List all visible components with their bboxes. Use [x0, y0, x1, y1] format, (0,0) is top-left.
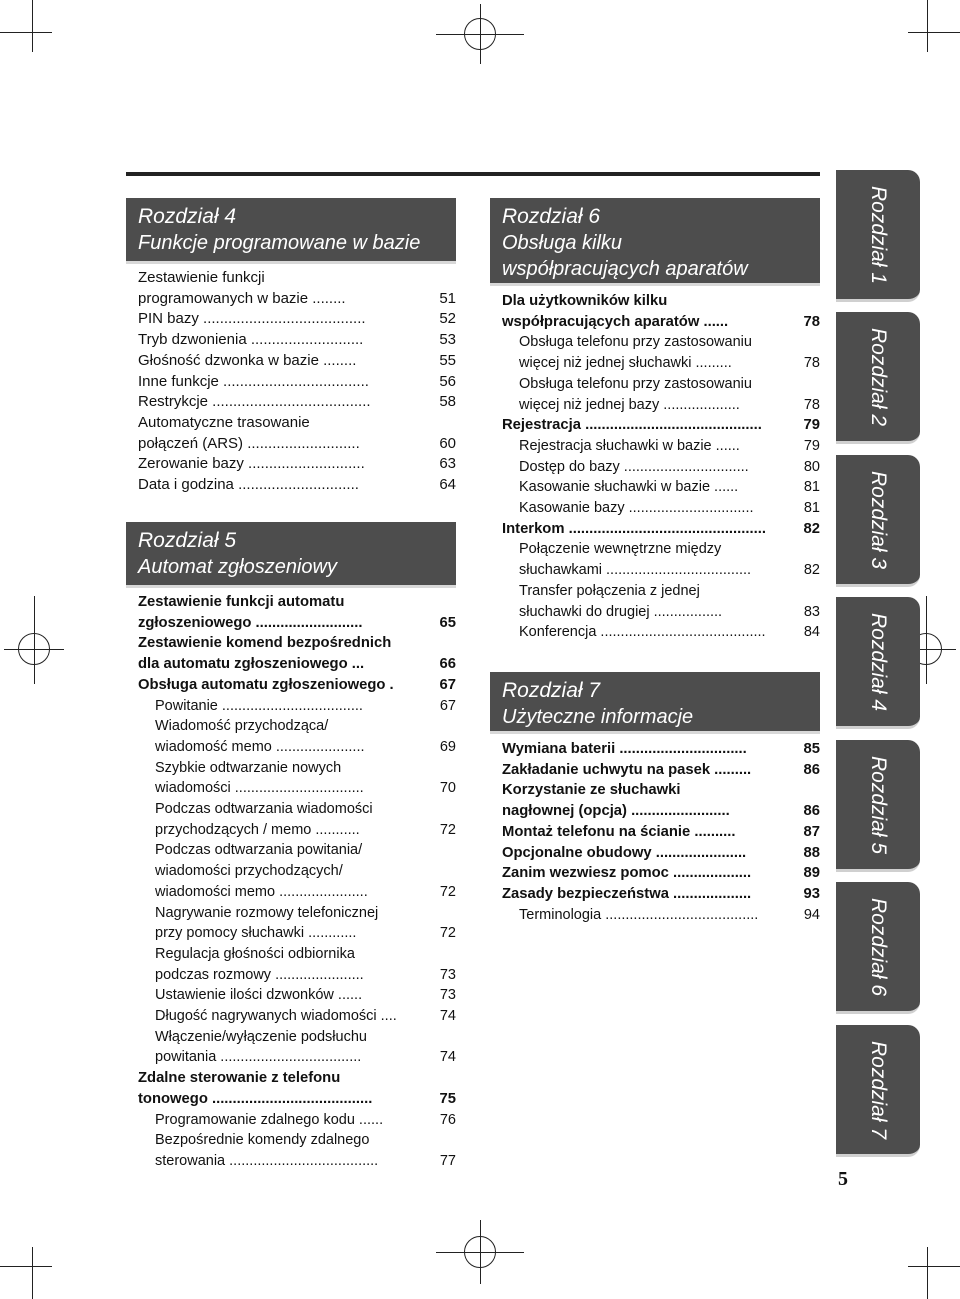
- toc-entry[interactable]: [138, 716, 456, 757]
- toc-page-number: 73: [439, 966, 456, 983]
- toc-page-number: 84: [803, 624, 820, 641]
- toc-entry[interactable]: [138, 944, 456, 985]
- toc-page-number: 72: [439, 883, 456, 900]
- toc-page-number: 67: [439, 697, 456, 714]
- toc-page-number: 73: [439, 987, 456, 1004]
- toc-page-number: 78: [803, 313, 820, 330]
- right-column-2: [490, 672, 820, 925]
- chapter-4-header: [126, 198, 456, 264]
- toc-page-number: 67: [439, 676, 456, 693]
- toc-entry-text: Długość nagrywanych wiadomości ....: [155, 1008, 397, 1025]
- toc-entry-text: Podczas odtwarzania powitania/: [155, 842, 363, 859]
- toc-entry-text: tonowego .......................................: [138, 1090, 373, 1107]
- toc-page-number: 76: [439, 1111, 456, 1128]
- chapter-title: Rozdział 6: [502, 205, 601, 228]
- chapter-5-entries: [138, 592, 456, 1172]
- toc-page-number: 74: [439, 1008, 456, 1025]
- toc-entry[interactable]: [502, 581, 820, 622]
- tab-chapter-6[interactable]: Rozdział 6: [836, 882, 920, 1014]
- toc-entry[interactable]: [502, 457, 820, 478]
- toc-page-number: 51: [439, 289, 456, 307]
- toc-entry-text: Powitanie ...................................: [155, 697, 363, 714]
- toc-entry[interactable]: [138, 1006, 456, 1027]
- tab-chapter-2[interactable]: Rozdział 2: [836, 312, 920, 444]
- toc-entry[interactable]: [502, 539, 820, 580]
- toc-entry[interactable]: [502, 843, 820, 864]
- top-rule: [126, 172, 820, 176]
- toc-page-number: 82: [803, 562, 820, 579]
- left-column-2: [126, 522, 456, 1172]
- toc-page-number: 89: [803, 865, 820, 882]
- toc-page-number: 86: [803, 761, 820, 778]
- toc-page-number: 70: [439, 780, 456, 797]
- toc-page-number: 74: [439, 1049, 456, 1066]
- toc-page-number: 65: [439, 614, 456, 631]
- toc-entry-text: Obsługa telefonu przy zastosowaniu: [519, 375, 752, 392]
- chapter-subtitle-2: współpracujących aparatów: [502, 258, 748, 280]
- toc-entry[interactable]: [138, 758, 456, 799]
- toc-entry[interactable]: [138, 840, 456, 902]
- page-number: 5: [838, 1168, 848, 1190]
- toc-entry-text: Terminologia ......................................: [519, 906, 759, 923]
- toc-page-number: 78: [803, 355, 820, 372]
- toc-page-number: 93: [803, 885, 820, 902]
- toc-entry-text: Kasowanie słuchawki w bazie ......: [519, 479, 739, 496]
- toc-entry[interactable]: [138, 372, 456, 393]
- chapter-6-entries: [502, 291, 820, 643]
- chapter-subtitle: Obsługa kilku: [502, 232, 623, 254]
- toc-entry-text: zgłoszeniowego ..........................: [138, 614, 363, 631]
- toc-entry-text: przychodzących / memo ...........: [155, 821, 360, 838]
- toc-entry-text: Bezpośrednie komendy zdalnego: [155, 1132, 370, 1149]
- toc-entry-text: przy pomocy słuchawki ............: [155, 925, 357, 942]
- toc-entry-text: połączeń (ARS) ...........................: [138, 434, 360, 452]
- toc-entry[interactable]: [138, 330, 456, 351]
- chapter-title: Rozdział 4: [138, 205, 237, 228]
- toc-entry-text: Kasowanie bazy ...............................: [519, 500, 754, 517]
- toc-entry[interactable]: [138, 475, 456, 496]
- toc-entry-text: dla automatu zgłoszeniowego ...: [138, 656, 365, 673]
- toc-entry-text: więcej niż jednej bazy ...................: [519, 396, 740, 413]
- toc-page-number: 82: [803, 520, 820, 537]
- toc-entry[interactable]: [502, 884, 820, 905]
- chapter-6-header: [490, 198, 820, 286]
- toc-entry[interactable]: [502, 332, 820, 373]
- toc-page-number: 56: [439, 372, 456, 390]
- toc-entry-text: Rejestracja słuchawki w bazie ......: [519, 437, 740, 454]
- toc-entry[interactable]: [138, 392, 456, 413]
- chapter-subtitle: Funkcje programowane w bazie: [138, 232, 421, 254]
- toc-entry-text: Dostęp do bazy ...............................: [519, 458, 749, 475]
- tab-chapter-3[interactable]: Rozdział 3: [836, 455, 920, 587]
- toc-entry-text: Ustawienie ilości dzwonków ......: [155, 987, 363, 1004]
- toc-entry-text: wiadomość memo ......................: [155, 738, 365, 755]
- toc-entry-text: Zasady bezpieczeństwa ...................: [502, 885, 752, 902]
- toc-page-number: 52: [439, 310, 456, 328]
- toc-entry[interactable]: [138, 1027, 456, 1068]
- toc-entry-text: Nagrywanie rozmowy telefonicznej: [155, 904, 379, 921]
- toc-page-number: 81: [803, 500, 820, 517]
- toc-page-number: 88: [803, 844, 820, 861]
- toc-entry-text: Inne funkcje ...................................: [138, 372, 369, 390]
- toc-entry-text: Głośność dzwonka w bazie ........: [138, 351, 357, 369]
- toc-entry-text: sterowania .....................................: [155, 1152, 379, 1169]
- toc-entry-text: Zestawienie funkcji: [138, 269, 265, 286]
- toc-page-number: 85: [803, 741, 820, 757]
- tab-chapter-4[interactable]: Rozdział 4: [836, 597, 920, 729]
- toc-page-number: 81: [803, 479, 820, 496]
- toc-entry-text: Połączenie wewnętrzne między: [519, 541, 722, 558]
- toc-entry[interactable]: [138, 1130, 456, 1171]
- toc-page-number: 79: [803, 417, 820, 434]
- toc-entry-text: Tryb dzwonienia ...........................: [138, 331, 364, 349]
- toc-entry-text: PIN bazy .......................................: [138, 310, 366, 328]
- toc-entry-text: Szybkie odtwarzanie nowych: [155, 759, 342, 776]
- toc-entry[interactable]: [502, 822, 820, 843]
- toc-entry-text: Interkom ................................................: [502, 520, 766, 537]
- tab-chapter-1[interactable]: Rozdział 1: [836, 170, 920, 302]
- toc-entry-text: Opcjonalne obudowy ......................: [502, 844, 747, 861]
- toc-page-number: 60: [439, 434, 456, 452]
- toc-entry-text: Programowanie zdalnego kodu ......: [155, 1111, 384, 1128]
- toc-entry[interactable]: [138, 1110, 456, 1131]
- chapter-5-header: [126, 522, 456, 588]
- toc-entry-text: Zakładanie uchwytu na pasek .........: [502, 761, 752, 778]
- toc-page-number: 75: [439, 1090, 456, 1107]
- toc-page-number: 79: [803, 437, 820, 454]
- toc-entry-text: nagłownej (opcja) ........................: [502, 803, 730, 820]
- toc-entry-text: Korzystanie ze słuchawki: [502, 782, 681, 799]
- toc-entry[interactable]: [502, 780, 820, 821]
- toc-entry[interactable]: [138, 675, 456, 696]
- toc-entry-text: Data i godzina .............................: [138, 476, 359, 494]
- toc-entry[interactable]: [138, 696, 456, 717]
- toc-page-number: 58: [439, 393, 456, 411]
- toc-entry[interactable]: [138, 1068, 456, 1109]
- toc-entry-text: Zestawienie funkcji automatu: [138, 594, 345, 610]
- toc-entry-text: Obsługa automatu zgłoszeniowego .: [138, 676, 394, 693]
- toc-entry-text: słuchawki do drugiej .................: [519, 603, 723, 620]
- toc-page-number: 55: [439, 351, 456, 369]
- chapter-4-entries: [138, 268, 456, 496]
- tab-chapter-5[interactable]: Rozdział 5: [836, 740, 920, 872]
- toc-page-number: 94: [803, 906, 820, 923]
- right-column: [490, 198, 820, 643]
- toc-page-number: 66: [439, 656, 456, 673]
- toc-entry-text: Zerowanie bazy ............................: [138, 455, 365, 473]
- toc-entry[interactable]: [502, 374, 820, 415]
- toc-entry-text: Zestawienie komend bezpośrednich: [138, 635, 392, 652]
- chapter-7-entries: [502, 739, 820, 925]
- toc-entry-text: Obsługa telefonu przy zastosowaniu: [519, 334, 752, 351]
- toc-entry[interactable]: [138, 351, 456, 372]
- toc-entry[interactable]: [502, 760, 820, 781]
- toc-entry-text: podczas rozmowy ......................: [155, 966, 364, 983]
- toc-page-number: 63: [439, 455, 456, 473]
- toc-entry[interactable]: [502, 519, 820, 540]
- toc-entry[interactable]: [502, 622, 820, 643]
- toc-entry-text: więcej niż jednej słuchawki .........: [519, 355, 732, 372]
- toc-entry[interactable]: [502, 436, 820, 457]
- toc-entry-text: Regulacja głośności odbiornika: [155, 945, 355, 962]
- toc-entry-text: powitania ...................................: [155, 1049, 362, 1066]
- chapter-7-header: [490, 672, 820, 734]
- toc-entry[interactable]: [502, 863, 820, 884]
- chapter-subtitle: Użyteczne informacje: [502, 706, 694, 728]
- chapter-subtitle: Automat zgłoszeniowy: [138, 556, 337, 578]
- toc-entry[interactable]: [138, 309, 456, 330]
- toc-page-number: 86: [803, 803, 820, 820]
- toc-entry[interactable]: [502, 477, 820, 498]
- toc-entry[interactable]: [138, 268, 456, 309]
- toc-entry-text: Automatyczne trasowanie: [138, 413, 310, 431]
- toc-page-number: 69: [439, 738, 456, 755]
- toc-entry-text: Restrykcje ......................................: [138, 393, 371, 411]
- toc-entry-text: Konferencja .........................................: [519, 624, 766, 641]
- toc-entry-text: Wiadomość przychodząca/: [155, 718, 329, 735]
- toc-entry-text: słuchawkami ....................................: [519, 562, 752, 579]
- toc-entry-text: Zdalne sterowanie z telefonu: [138, 1070, 341, 1087]
- toc-entry-text: Transfer połączenia z jednej: [519, 582, 700, 599]
- toc-entry[interactable]: [138, 633, 456, 674]
- toc-entry-text: Włączenie/wyłączenie podsłuchu: [155, 1028, 367, 1045]
- toc-entry-text: Podczas odtwarzania wiadomości: [155, 801, 373, 818]
- toc-entry-text: współpracujących aparatów ......: [502, 313, 729, 330]
- toc-page-number: 64: [439, 476, 456, 494]
- toc-page-number: 80: [803, 458, 820, 475]
- toc-entry[interactable]: [502, 291, 820, 332]
- toc-entry-text: wiadomości memo ......................: [155, 883, 368, 900]
- toc-entry[interactable]: [138, 413, 456, 454]
- toc-entry[interactable]: [138, 592, 456, 633]
- toc-page-number: 77: [439, 1152, 456, 1169]
- left-column: [126, 198, 456, 496]
- toc-entry-text: Rejestracja ...........................................: [502, 417, 762, 434]
- toc-entry-text: Zanim wezwiesz pomoc ...................: [502, 865, 752, 882]
- toc-entry[interactable]: [138, 454, 456, 475]
- toc-entry[interactable]: [138, 903, 456, 944]
- toc-page-number: 72: [439, 821, 456, 838]
- toc-entry[interactable]: [138, 799, 456, 840]
- toc-entry-text: Wymiana baterii ...............................: [502, 741, 747, 757]
- toc-page-number: 83: [803, 603, 820, 620]
- toc-entry[interactable]: [502, 498, 820, 519]
- chapter-title: Rozdział 5: [138, 529, 237, 552]
- toc-entry-text: programowanych w bazie ........: [138, 289, 346, 307]
- toc-page-number: 87: [803, 823, 820, 840]
- toc-entry[interactable]: [502, 905, 820, 926]
- toc-entry-text: wiadomości ................................: [155, 780, 364, 797]
- toc-entry-text: Montaż telefonu na ścianie ..........: [502, 823, 736, 840]
- toc-page-number: 72: [439, 925, 456, 942]
- tab-chapter-7[interactable]: Rozdział 7: [836, 1025, 920, 1157]
- toc-entry[interactable]: [138, 985, 456, 1006]
- toc-entry[interactable]: [502, 739, 820, 760]
- toc-entry-text: wiadomości przychodzących/: [155, 863, 343, 880]
- toc-page-number: 53: [439, 331, 456, 349]
- toc-page-number: 78: [803, 396, 820, 413]
- toc-entry[interactable]: [502, 415, 820, 436]
- toc-entry-text: Dla użytkowników kilku: [502, 293, 668, 309]
- chapter-title: Rozdział 7: [502, 679, 601, 702]
